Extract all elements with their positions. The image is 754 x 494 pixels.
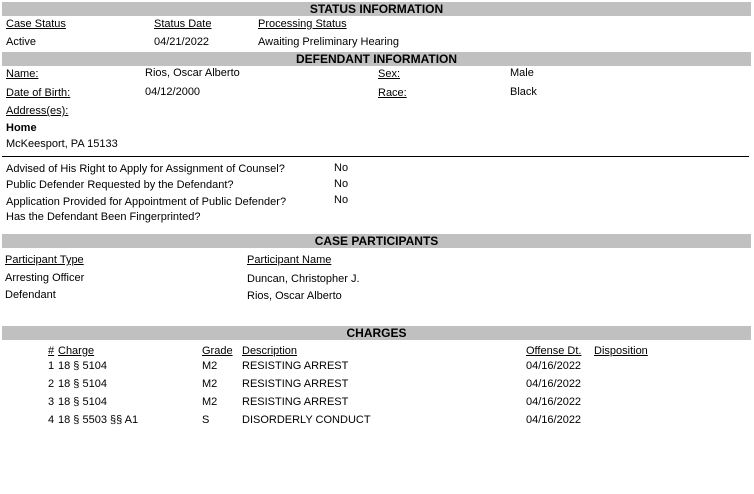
dob-label: Date of Birth: — [6, 87, 71, 99]
address-line: McKeesport, PA 15133 — [6, 138, 118, 150]
status-date-value: 04/21/2022 — [154, 36, 210, 48]
charge-statute: 18 § 5104 — [58, 360, 107, 372]
charge-number-column-header: # — [48, 345, 55, 357]
charge-description: DISORDERLY CONDUCT — [242, 414, 371, 426]
participant-type: Arresting Officer — [5, 272, 85, 284]
address-label: Address(es): — [6, 105, 69, 117]
question-pd-application: Application Provided for Appointment of Public Defender? — [6, 196, 287, 208]
defendant-information-header: DEFENDANT INFORMATION — [2, 52, 751, 66]
charge-number: 1 — [48, 360, 55, 372]
section-divider — [2, 156, 749, 157]
description-column-header: Description — [242, 345, 298, 357]
participant-name: Rios, Oscar Alberto — [247, 290, 342, 302]
charge-offense-date: 04/16/2022 — [526, 378, 582, 390]
race-label: Race: — [378, 87, 407, 99]
charge-description: RESISTING ARREST — [242, 378, 349, 390]
case-participants-header: CASE PARTICIPANTS — [2, 234, 751, 248]
charge-number: 3 — [48, 396, 55, 408]
race-value: Black — [510, 86, 537, 98]
charge-grade: M2 — [202, 396, 218, 408]
name-label: Name: — [6, 68, 39, 80]
charge-number: 4 — [48, 414, 55, 426]
charge-column-header: Charge — [58, 345, 95, 357]
charge-grade: M2 — [202, 360, 218, 372]
charges-header: CHARGES — [2, 326, 751, 340]
dob-value: 04/12/2000 — [145, 86, 201, 98]
charge-offense-date: 04/16/2022 — [526, 360, 582, 372]
participant-type-column-header: Participant Type — [5, 254, 84, 266]
participant-name: Duncan, Christopher J. — [247, 273, 360, 285]
charge-statute: 18 § 5503 §§ A1 — [58, 414, 139, 426]
disposition-column-header: Disposition — [594, 345, 648, 357]
sex-label: Sex: — [378, 68, 401, 80]
charge-offense-date: 04/16/2022 — [526, 396, 582, 408]
status-information-header: STATUS INFORMATION — [2, 2, 751, 16]
processing-status-value: Awaiting Preliminary Hearing — [258, 36, 400, 48]
question-counsel: Advised of His Right to Apply for Assignment of Counsel? — [6, 163, 285, 175]
status-date-column-header: Status Date — [154, 18, 212, 30]
charge-grade: S — [202, 414, 210, 426]
question-fingerprinted: Has the Defendant Been Fingerprinted? — [6, 211, 201, 223]
grade-column-header: Grade — [202, 345, 233, 357]
participant-name-column-header: Participant Name — [247, 254, 332, 266]
charge-statute: 18 § 5104 — [58, 396, 107, 408]
offense-date-column-header: Offense Dt. — [526, 345, 582, 357]
name-value: Rios, Oscar Alberto — [145, 67, 240, 79]
answer-pd-application: No — [334, 194, 349, 206]
charge-description: RESISTING ARREST — [242, 396, 349, 408]
charge-grade: M2 — [202, 378, 218, 390]
charge-number: 2 — [48, 378, 55, 390]
sex-value: Male — [510, 67, 534, 79]
charge-description: RESISTING ARREST — [242, 360, 349, 372]
processing-status-column-header: Processing Status — [258, 18, 347, 30]
participant-type: Defendant — [5, 289, 56, 301]
charge-offense-date: 04/16/2022 — [526, 414, 582, 426]
address-type: Home — [6, 122, 37, 134]
case-status-value: Active — [6, 36, 36, 48]
answer-counsel: No — [334, 162, 349, 174]
charge-statute: 18 § 5104 — [58, 378, 107, 390]
question-pd-requested: Public Defender Requested by the Defendant? — [6, 179, 234, 191]
case-status-column-header: Case Status — [6, 18, 66, 30]
answer-pd-requested: No — [334, 178, 349, 190]
